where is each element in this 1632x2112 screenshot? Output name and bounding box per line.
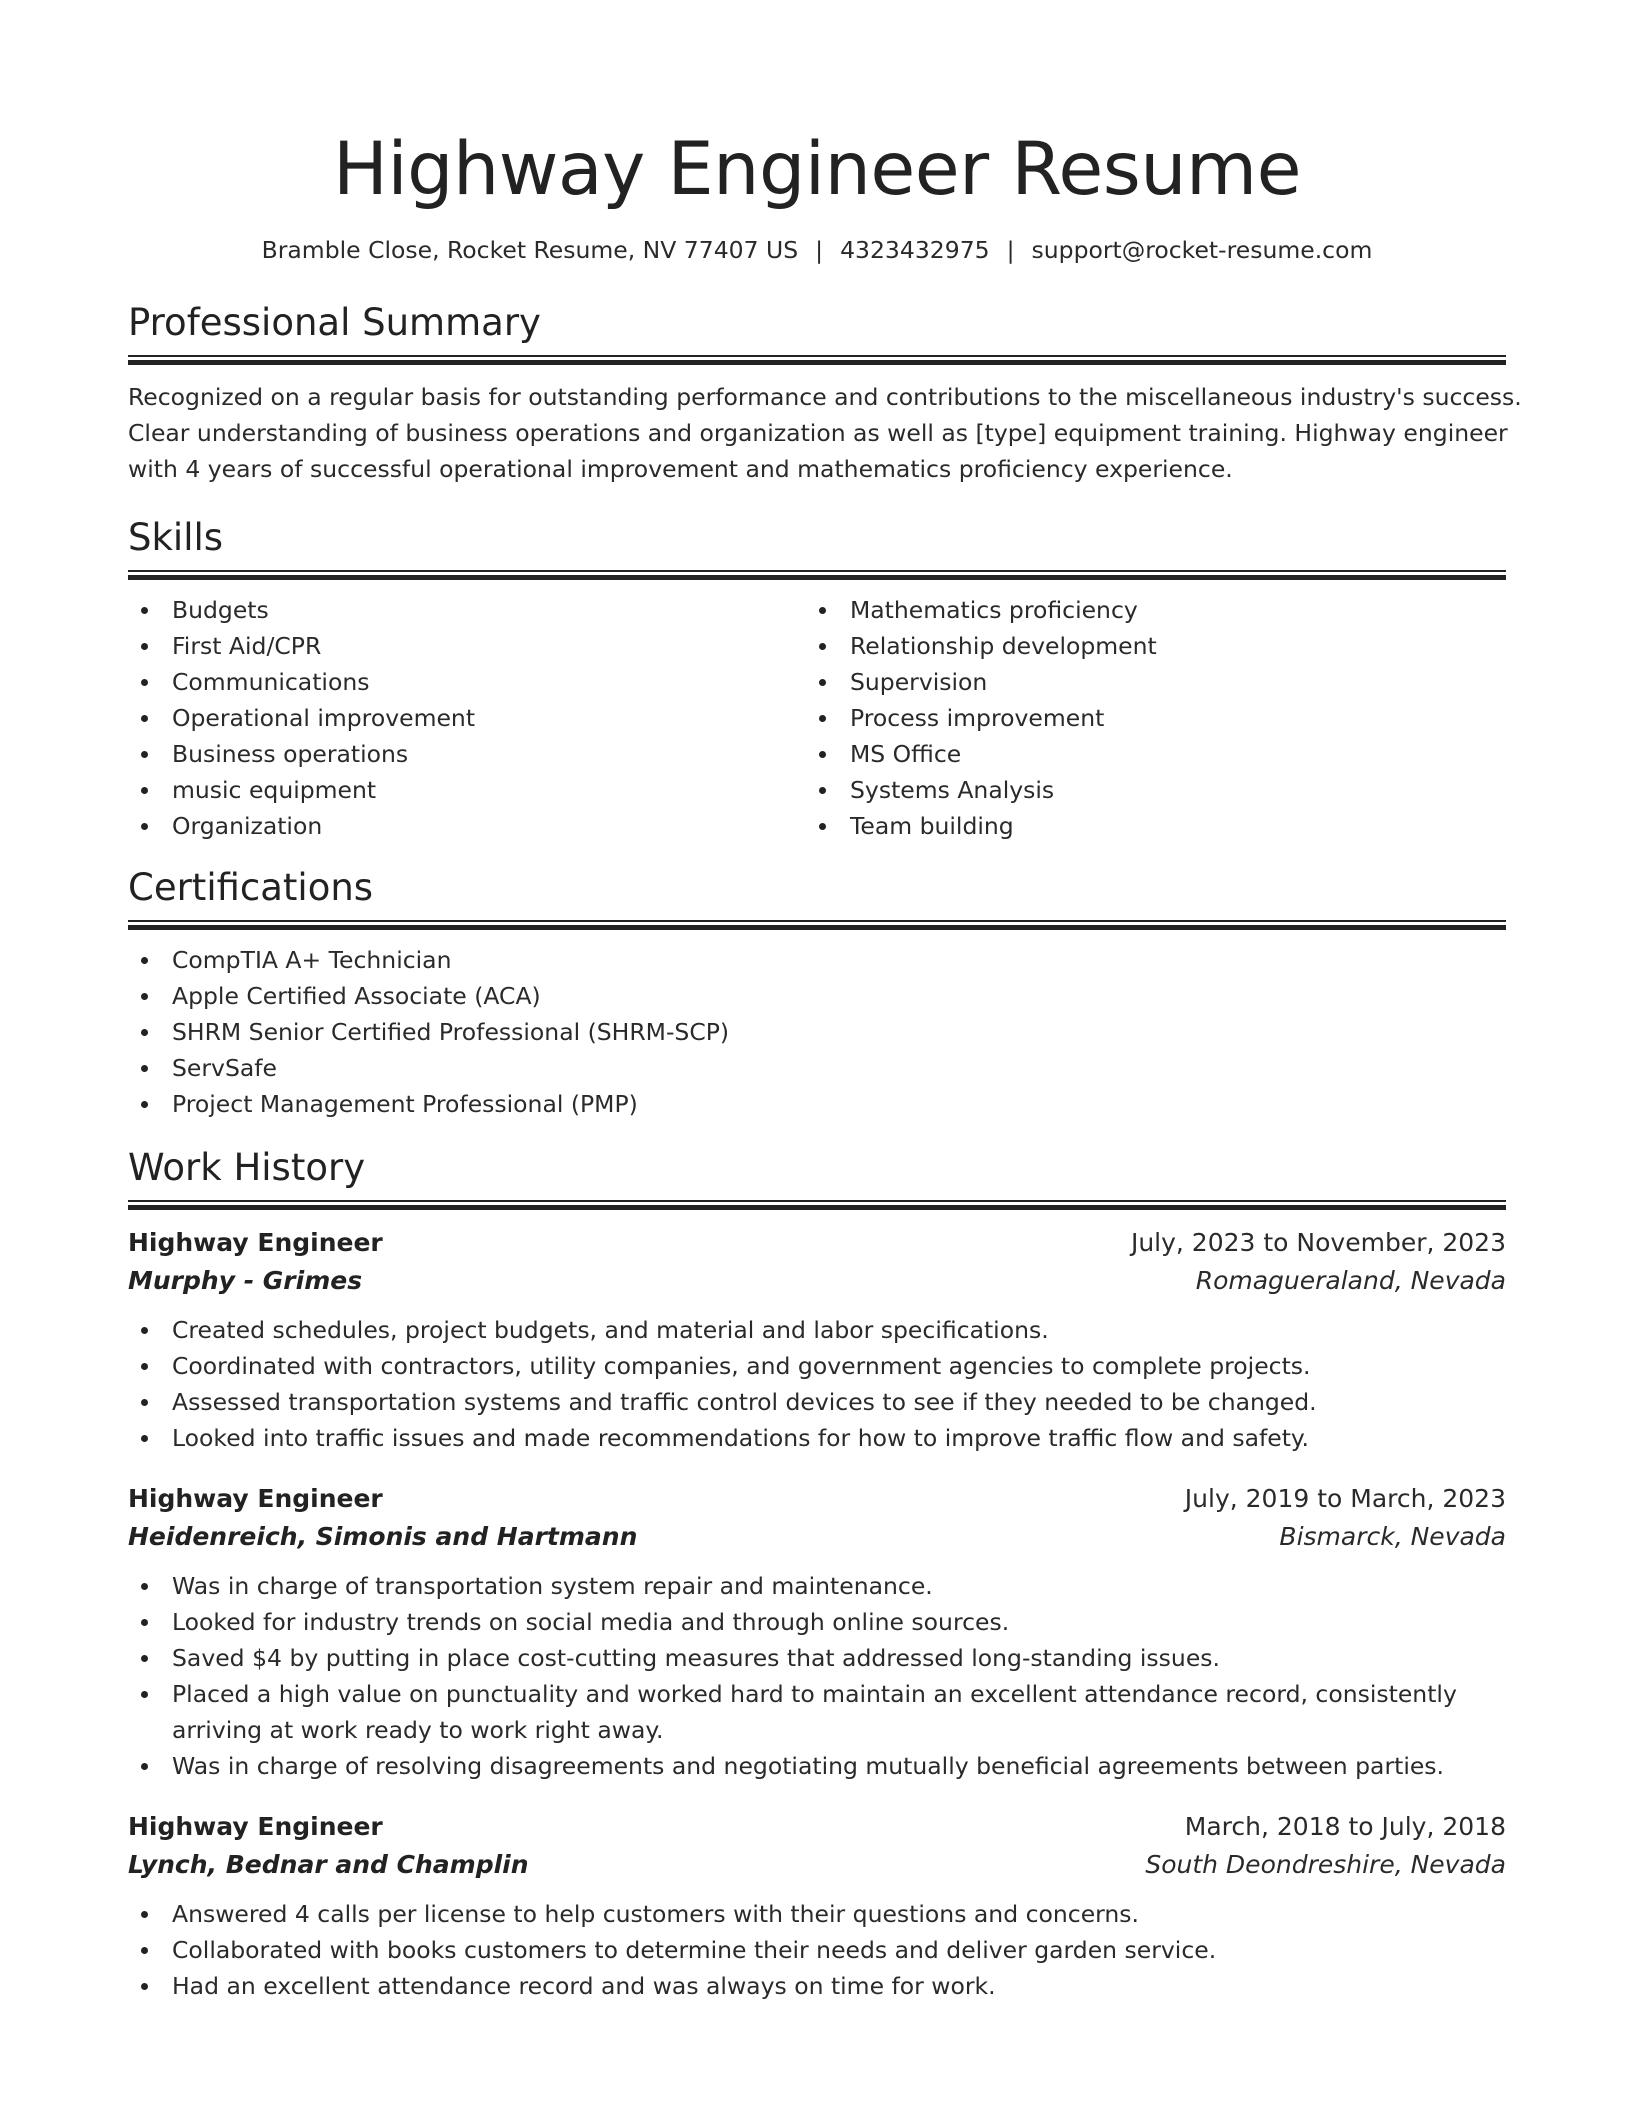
resume-page (128, 0, 1522, 2004)
job-bullet: Was in charge of resolving disagreements and negotiating mutually beneficial agreements between parties. (128, 1748, 1506, 1784)
job-company: Murphy - Grimes (128, 1266, 363, 1295)
contact-email: support@rocket-resume.com (1031, 236, 1373, 264)
skills-section (128, 516, 1506, 844)
section-divider (128, 355, 1506, 365)
summary-line: with 4 years of successful operational improvement and mathematics proficiency experience. (128, 455, 1233, 483)
skill-item: Relationship development (806, 628, 1484, 664)
contact-address: Bramble Close, Rocket Resume, NV 77407 US (261, 236, 799, 264)
job-entry (128, 1224, 1506, 1456)
job-title: Highway Engineer (128, 1228, 383, 1257)
contact-phone: 4323432975 (840, 236, 990, 264)
summary-text (128, 379, 1522, 487)
summary-line: Recognized on a regular basis for outstanding performance and contributions to the miscellaneous industry's success. (128, 383, 1522, 411)
skill-item: Business operations (128, 736, 806, 772)
skill-item: Supervision (806, 664, 1484, 700)
summary-section (128, 301, 1522, 487)
work-history-section (128, 1146, 1506, 2004)
job-bullet: Created schedules, project budgets, and material and labor specifications. (128, 1312, 1506, 1348)
section-divider (128, 920, 1506, 930)
job-bullet: Saved $4 by putting in place cost-cutting measures that addressed long-standing issues. (128, 1640, 1506, 1676)
job-bullet: Assessed transportation systems and traffic control devices to see if they needed to be changed. (128, 1384, 1506, 1420)
skill-item: MS Office (806, 736, 1484, 772)
job-bullet: Was in charge of transportation system repair and maintenance. (128, 1568, 1506, 1604)
job-bullet-list (128, 1568, 1506, 1784)
job-title: Highway Engineer (128, 1812, 383, 1841)
contact-separator: | (815, 236, 824, 264)
contact-separator: | (1006, 236, 1015, 264)
skill-item: Process improvement (806, 700, 1484, 736)
job-company: Heidenreich, Simonis and Hartmann (128, 1522, 638, 1551)
job-location: Romagueraland, Nevada (1195, 1266, 1506, 1295)
section-title-work-history: Work History (128, 1146, 366, 1189)
certification-item: Project Management Professional (PMP) (128, 1086, 1506, 1122)
job-title: Highway Engineer (128, 1484, 383, 1513)
certification-item: CompTIA A+ Technician (128, 942, 1506, 978)
skills-left-list (128, 592, 806, 844)
skill-item: Communications (128, 664, 806, 700)
job-subheader (128, 1262, 1506, 1300)
certifications-section (128, 866, 1506, 1122)
job-dates: March, 2018 to July, 2018 (1184, 1812, 1506, 1841)
job-location: South Deondreshire, Nevada (1145, 1850, 1506, 1879)
job-bullet: Looked for industry trends on social media and through online sources. (128, 1604, 1506, 1640)
skill-item: music equipment (128, 772, 806, 808)
skill-item: Operational improvement (128, 700, 806, 736)
section-title-skills: Skills (128, 516, 224, 559)
skill-item: Mathematics proficiency (806, 592, 1484, 628)
skill-item: Systems Analysis (806, 772, 1484, 808)
section-title-summary: Professional Summary (128, 301, 541, 344)
job-entry (128, 1808, 1506, 2004)
job-subheader (128, 1846, 1506, 1884)
resume-name: Highway Engineer Resume (332, 127, 1302, 212)
certifications-list (128, 942, 1506, 1122)
job-subheader (128, 1518, 1506, 1556)
job-header (128, 1808, 1506, 1846)
job-company: Lynch, Bednar and Champlin (128, 1850, 529, 1879)
job-header (128, 1224, 1506, 1262)
job-header (128, 1480, 1506, 1518)
job-dates: July, 2023 to November, 2023 (1130, 1228, 1506, 1257)
job-location: Bismarck, Nevada (1279, 1522, 1506, 1551)
job-bullet: Had an excellent attendance record and was always on time for work. (128, 1968, 1506, 2004)
job-dates: July, 2019 to March, 2023 (1184, 1484, 1506, 1513)
skill-item: First Aid/CPR (128, 628, 806, 664)
skills-columns (128, 592, 1506, 844)
section-divider (128, 570, 1506, 580)
job-bullet: Coordinated with contractors, utility companies, and government agencies to complete projects. (128, 1348, 1506, 1384)
summary-line: Clear understanding of business operations and organization as well as [type] equipment training. Highway engineer (128, 419, 1508, 447)
contact-line (128, 234, 1506, 266)
skill-item: Budgets (128, 592, 806, 628)
job-bullet: Placed a high value on punctuality and worked hard to maintain an excellent attendance record, consistently arriving at work ready to work right away. (128, 1676, 1472, 1748)
section-divider (128, 1200, 1506, 1210)
skill-item: Organization (128, 808, 806, 844)
skill-item: Team building (806, 808, 1484, 844)
job-entry (128, 1480, 1506, 1784)
skills-right-list (806, 592, 1484, 844)
job-bullet-list (128, 1312, 1506, 1456)
certification-item: Apple Certified Associate (ACA) (128, 978, 1506, 1014)
job-bullet-list (128, 1896, 1506, 2004)
job-bullet: Looked into traffic issues and made recommendations for how to improve traffic flow and safety. (128, 1420, 1506, 1456)
certification-item: ServSafe (128, 1050, 1506, 1086)
job-bullet: Collaborated with books customers to determine their needs and deliver garden service. (128, 1932, 1506, 1968)
job-bullet: Answered 4 calls per license to help customers with their questions and concerns. (128, 1896, 1506, 1932)
section-title-certifications: Certifications (128, 866, 374, 909)
certification-item: SHRM Senior Certified Professional (SHRM-SCP) (128, 1014, 1506, 1050)
